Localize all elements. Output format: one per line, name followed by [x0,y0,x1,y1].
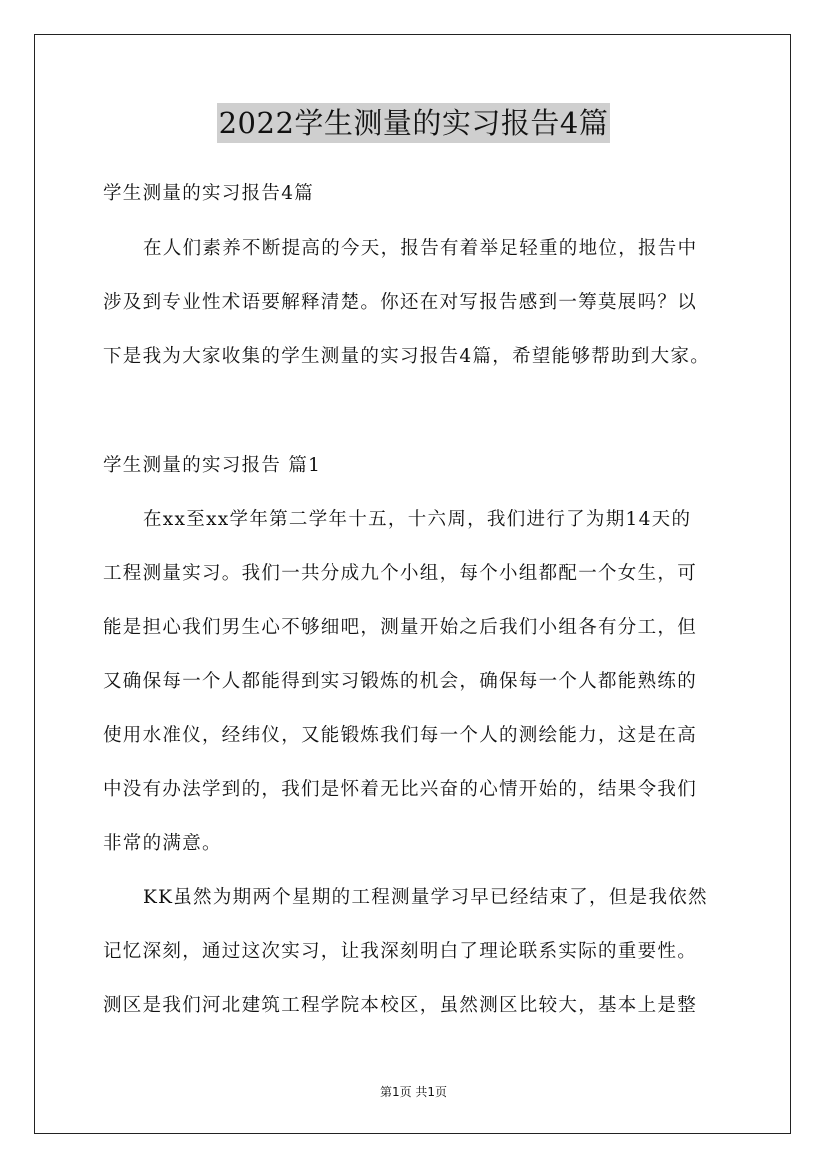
intro-line: 涉及到专业性术语要解释清楚。你还在对写报告感到一筹莫展吗？以 [103,292,698,313]
paragraph-line: 又确保每一个人都能得到实习锻炼的机会，确保每一个人都能熟练的 [103,671,698,692]
paragraph-line: 中没有办法学到的，我们是怀着无比兴奋的心情开始的，结果令我们 [103,779,698,800]
document-subtitle: 学生测量的实习报告4篇 [103,183,315,204]
paragraph-line: 在xx至xx学年第二学年十五，十六周，我们进行了为期14天的 [143,509,692,530]
paragraph-line: 非常的满意。 [103,833,222,854]
document-title: 2022学生测量的实习报告4篇 [0,103,827,143]
intro-line: 下是我为大家收集的学生测量的实习报告4篇，希望能够帮助到大家。 [103,346,711,367]
page-number-footer: 第1页 共1页 [379,1085,448,1099]
paragraph-line: 测区是我们河北建筑工程学院本校区，虽然测区比较大，基本上是整 [103,995,698,1016]
paragraph-line: 能是担心我们男生心不够细吧，测量开始之后我们小组各有分工，但 [103,617,698,638]
paragraph-line: KK虽然为期两个星期的工程测量学习早已经结束了，但是我依然 [143,887,708,908]
section-heading: 学生测量的实习报告 篇1 [103,455,322,476]
intro-line: 在人们素养不断提高的今天，报告有着举足轻重的地位，报告中 [143,238,698,259]
paragraph-line: 工程测量实习。我们一共分成九个小组，每个小组都配一个女生，可 [103,563,698,584]
paragraph-line: 记忆深刻，通过这次实习，让我深刻明白了理论联系实际的重要性。 [103,941,698,962]
paragraph-line: 使用水准仪，经纬仪，又能锻炼我们每一个人的测绘能力，这是在高 [103,725,698,746]
